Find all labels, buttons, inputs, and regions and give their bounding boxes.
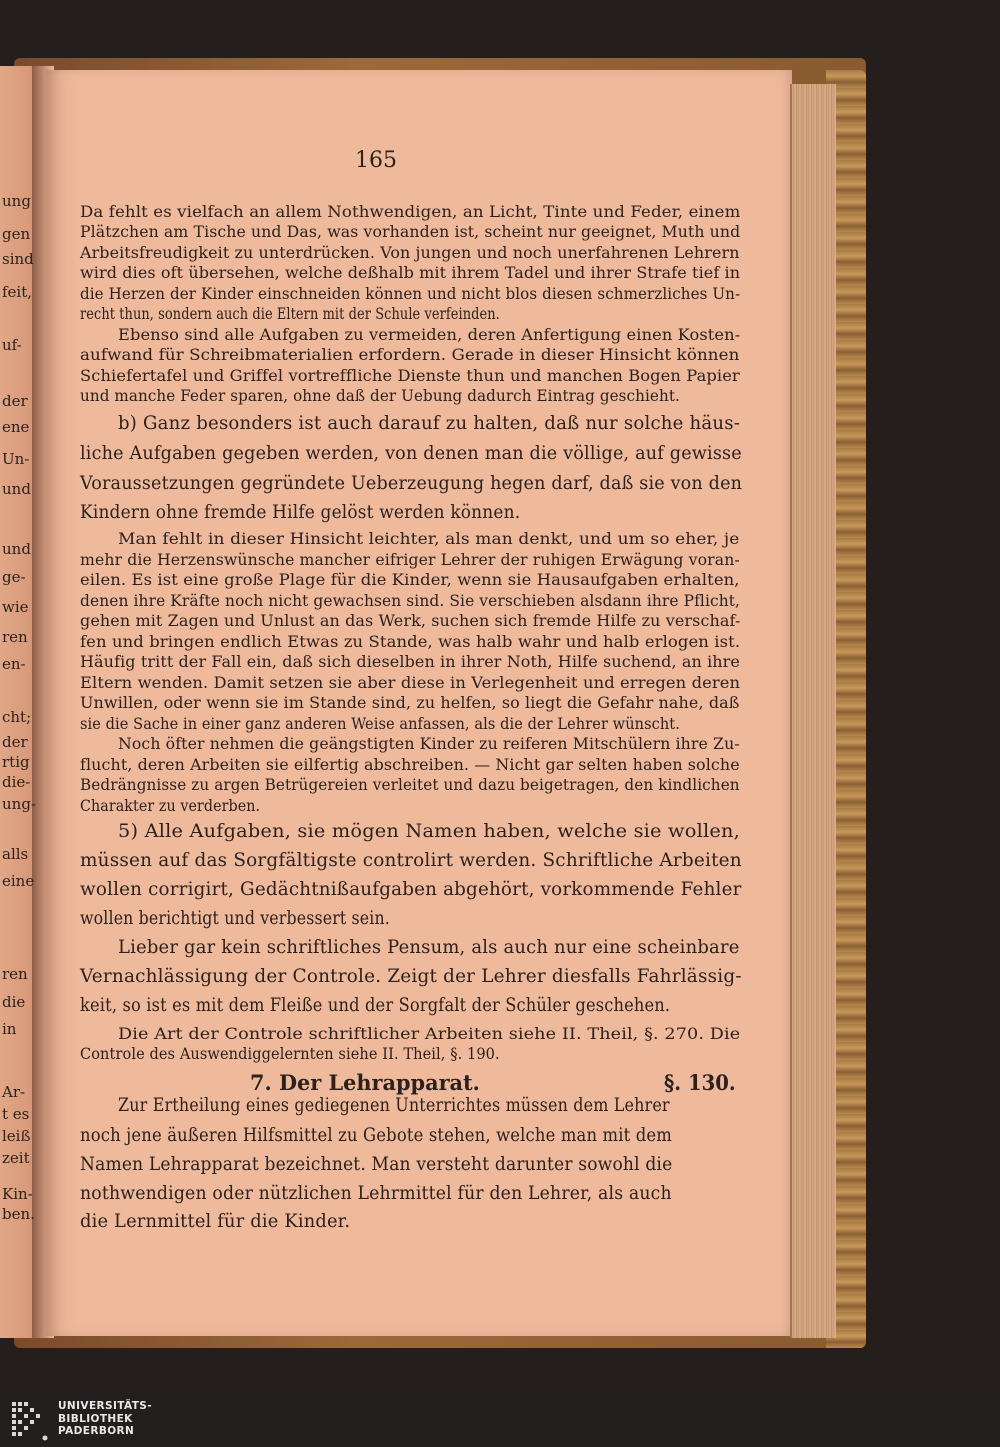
margin-fragment: en-: [2, 655, 26, 673]
margin-fragment: ben.: [2, 1205, 35, 1223]
margin-fragment: uf-: [2, 336, 22, 354]
margin-fragment: ge-: [2, 568, 26, 586]
margin-fragment: ung-: [2, 795, 36, 813]
text-line: Man fehlt in dieser Hinsicht leichter, als man denkt, und um so eher, je: [118, 530, 740, 548]
margin-fragment: feit,: [2, 283, 33, 301]
text-line: Arbeitsfreudigkeit zu unterdrücken. Von jungen und noch unerfahrenen Lehrern: [80, 244, 740, 262]
footer-logo-text: [58, 1400, 152, 1438]
margin-fragment: ung: [2, 192, 31, 210]
margin-fragment: gen: [2, 225, 31, 243]
text-line: recht thun, sondern auch die Eltern mit der Schule verfeinden.: [80, 305, 500, 323]
margin-fragment: Kin-: [2, 1185, 33, 1203]
text-line: Bedrängnisse zu argen Betrügereien verleitet und dazu beigetragen, den kindlichen: [80, 776, 740, 794]
text-line: wollen corrigirt, Gedächtnißaufgaben abgehört, vorkommende Fehler: [80, 878, 742, 900]
margin-fragment: alls: [2, 845, 29, 863]
margin-fragment: ene: [2, 418, 30, 436]
text-line: Charakter zu verderben.: [80, 797, 261, 815]
text-line: §. 130.: [664, 1070, 736, 1095]
text-line: die Herzen der Kinder einschneiden können und nicht blos diesen schmerzliches Un-: [80, 285, 741, 303]
margin-fragment: sind: [2, 250, 34, 268]
text-line: noch jene äußeren Hilfsmittel zu Gebote stehen, welche man mit dem: [80, 1124, 672, 1146]
text-line: sie die Sache in einer ganz anderen Weise anfassen, als die der Lehrer wünscht.: [80, 715, 680, 733]
text-line: Controle des Auswendiggelernten siehe II. Theil, §. 190.: [80, 1045, 500, 1063]
margin-fragment: wie: [2, 598, 29, 616]
text-line: Schiefertafel und Griffel vortreffliche Dienste thun und manchen Bogen Papier: [80, 367, 740, 385]
text-line: Unwillen, oder wenn sie im Stande sind, zu helfen, so liegt die Gefahr nahe, daß: [80, 694, 740, 712]
margin-fragment: ren: [2, 965, 28, 983]
text-line: gehen mit Zagen und Unlust an das Werk, suchen sich fremde Hilfe zu verschaf-: [80, 612, 741, 630]
text-line: Noch öfter nehmen die geängstigten Kinder zu reiferen Mitschülern ihre Zu-: [118, 735, 740, 753]
text-line: Kindern ohne fremde Hilfe gelöst werden können.: [80, 501, 521, 523]
margin-fragment: rtig: [2, 753, 30, 771]
text-line: und manche Feder sparen, ohne daß der Uebung dadurch Eintrag geschieht.: [80, 387, 680, 405]
text-line: Lieber gar kein schriftliches Pensum, als auch nur eine scheinbare: [118, 936, 740, 958]
text-line: liche Aufgaben gegeben werden, von denen man die völlige, auf gewisse: [80, 442, 742, 464]
text-line: Eltern wenden. Damit setzen sie aber diese in Verlegenheit und erregen deren: [80, 674, 741, 692]
page-number: 165: [355, 148, 397, 173]
text-line: eilen. Es ist eine große Plage für die Kinder, wenn sie Hausaufgaben erhalten,: [80, 571, 740, 589]
margin-fragment: in: [2, 1020, 17, 1038]
text-line: Die Art der Controle schriftlicher Arbeiten siehe II. Theil, §. 270. Die: [118, 1025, 741, 1043]
margin-fragment: die-: [2, 773, 31, 791]
margin-fragment: der: [2, 733, 28, 751]
text-line: Zur Ertheilung eines gediegenen Unterrichtes müssen dem Lehrer: [118, 1094, 670, 1116]
text-line: b) Ganz besonders ist auch darauf zu halten, daß nur solche häus-: [118, 412, 741, 434]
text-line: 7. Der Lehrapparat.: [250, 1070, 480, 1095]
margin-fragment: die: [2, 993, 26, 1011]
text-line: mehr die Herzenswünsche mancher eifriger Lehrer der ruhigen Erwägung voran-: [80, 551, 740, 569]
margin-fragment: und: [2, 540, 31, 558]
page-edges: [790, 84, 836, 1338]
text-line: Da fehlt es vielfach an allem Nothwendigen, an Licht, Tinte und Feder, einem: [80, 203, 741, 221]
margin-fragment: cht;: [2, 708, 32, 726]
text-line: nothwendigen oder nützlichen Lehrmittel für den Lehrer, als auch: [80, 1182, 672, 1204]
footer-line-3: PADERBORN: [58, 1425, 135, 1437]
footer-line-2: BIBLIOTHEK: [58, 1412, 133, 1425]
text-line: die Lernmittel für die Kinder.: [80, 1210, 351, 1232]
text-line: flucht, deren Arbeiten sie eilfertig abschreiben. — Nicht gar selten haben solche: [80, 756, 740, 774]
university-library-logo-icon: [10, 1400, 50, 1442]
text-line: Plätzchen am Tische und Das, was vorhanden ist, scheint nur geeignet, Muth und: [80, 223, 741, 241]
margin-fragment: zeit: [2, 1149, 30, 1167]
margin-fragment: t es: [2, 1105, 30, 1123]
margin-fragment: leiß: [2, 1127, 31, 1145]
text-line: aufwand für Schreibmaterialien erfordern. Gerade in dieser Hinsicht können: [80, 346, 740, 364]
margin-fragment: Un-: [2, 450, 30, 468]
text-line: fen und bringen endlich Etwas zu Stande, was halb wahr und halb erlogen ist.: [80, 633, 741, 651]
text-line: wollen berichtigt und verbessert sein.: [80, 907, 390, 929]
text-line: Namen Lehrapparat bezeichnet. Man versteht darunter sowohl die: [80, 1153, 673, 1175]
text-line: Vernachlässigung der Controle. Zeigt der Lehrer diesfalls Fahrlässig-: [80, 965, 742, 987]
text-line: Voraussetzungen gegründete Ueberzeugung hegen darf, daß sie von den: [80, 472, 743, 494]
text-line: Ebenso sind alle Aufgaben zu vermeiden, deren Anfertigung einen Kosten-: [118, 326, 741, 344]
margin-fragment: ren: [2, 628, 28, 646]
margin-fragment: eine: [2, 872, 35, 890]
text-line: Häufig tritt der Fall ein, daß sich dieselben in ihrer Noth, Hilfe suchend, an ihre: [80, 653, 740, 671]
margin-fragment: der: [2, 392, 28, 410]
text-line: keit, so ist es mit dem Fleiße und der Sorgfalt der Schüler geschehen.: [80, 994, 671, 1016]
margin-fragment: und: [2, 480, 31, 498]
text-line: müssen auf das Sorgfältigste controlirt werden. Schriftliche Arbeiten: [80, 849, 742, 871]
margin-fragment: Ar-: [2, 1083, 26, 1101]
footer-line-1: UNIVERSITÄTS-: [58, 1400, 153, 1412]
text-line: denen ihre Kräfte noch nicht gewachsen sind. Sie verschieben alsdann ihre Pflicht,: [80, 592, 741, 610]
text-line: wird dies oft übersehen, welche deßhalb mit ihrem Tadel und ihrer Strafe tief in: [80, 264, 741, 282]
text-line: 5) Alle Aufgaben, sie mögen Namen haben, welche sie wollen,: [118, 820, 740, 842]
